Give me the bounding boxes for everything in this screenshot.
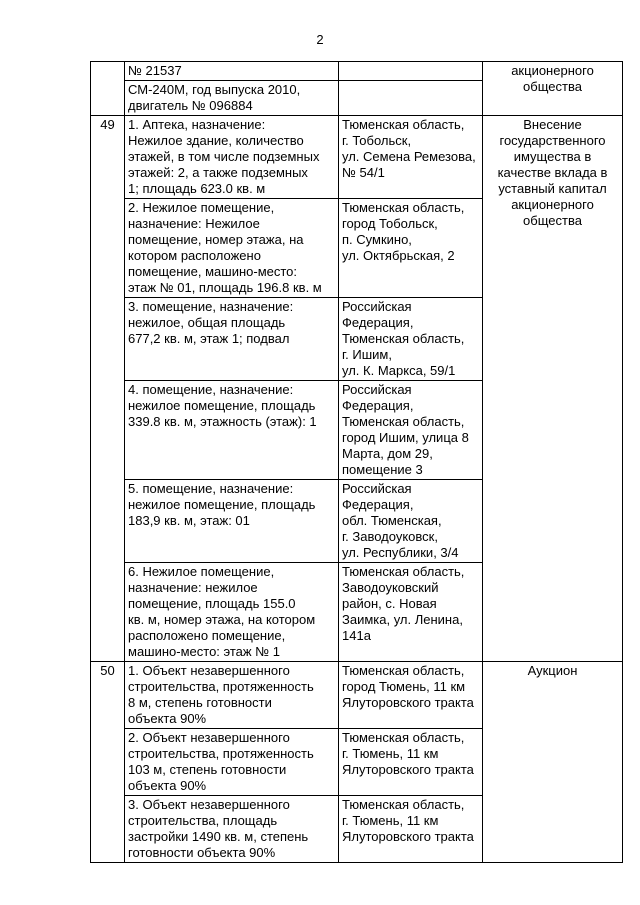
table-row xyxy=(91,662,623,729)
page-number: 2 xyxy=(316,32,324,47)
row-number: 50 xyxy=(91,662,125,863)
row-number: 49 xyxy=(91,116,125,662)
item-address: Российская Федерация, обл. Тюменская, г. Заводоуковск, ул. Республики, 3/4 xyxy=(339,480,483,563)
item-description: 2. Нежилое помещение, назначение: Нежилое помещение, номер этажа, на котором расположено помещение, машино-место: этаж № 01, площадь 196.8 кв. м xyxy=(125,199,339,298)
item-description: 1. Аптека, назначение: Нежилое здание, количество этажей, в том числе подземных этажей: 2, а также подземных 1; площадь 623.0 кв. м xyxy=(125,116,339,199)
item-description: 6. Нежилое помещение, назначение: нежилое помещение, площадь 155.0 кв. м, номер этажа, на котором расположено помещение, машино-место: этаж № 1 xyxy=(125,563,339,662)
property-table xyxy=(90,61,623,863)
row-number xyxy=(91,62,125,116)
transfer-method: Аукцион xyxy=(483,662,623,863)
item-address: Тюменская область, город Тобольск, п. Сумкино, ул. Октябрьская, 2 xyxy=(339,199,483,298)
item-address xyxy=(339,81,483,116)
item-address: Тюменская область, Заводоуковский район, с. Новая Заимка, ул. Ленина, 141а xyxy=(339,563,483,662)
item-description: СМ-240М, год выпуска 2010, двигатель № 096884 xyxy=(125,81,339,116)
item-description: 3. Объект незавершенного строительства, площадь застройки 1490 кв. м, степень готовности объекта 90% xyxy=(125,796,339,863)
table-row xyxy=(91,116,623,199)
transfer-method: Внесение государственного имущества в качестве вклада в уставный капитал акционерного общества xyxy=(483,116,623,662)
item-description: 3. помещение, назначение: нежилое, общая площадь 677,2 кв. м, этаж 1; подвал xyxy=(125,298,339,381)
transfer-method: акционерного общества xyxy=(483,62,623,116)
item-address: Российская Федерация, Тюменская область, г. Ишим, ул. К. Маркса, 59/1 xyxy=(339,298,483,381)
item-address: Тюменская область, г. Тюмень, 11 км Ялуторовского тракта xyxy=(339,729,483,796)
item-address: Российская Федерация, Тюменская область, город Ишим, улица 8 Марта, дом 29, помещение 3 xyxy=(339,381,483,480)
item-address: Тюменская область, г. Тюмень, 11 км Ялуторовского тракта xyxy=(339,796,483,863)
item-description: № 21537 xyxy=(125,62,339,81)
item-description: 5. помещение, назначение: нежилое помещение, площадь 183,9 кв. м, этаж: 01 xyxy=(125,480,339,563)
item-address: Тюменская область, город Тюмень, 11 км Ялуторовского тракта xyxy=(339,662,483,729)
item-description: 1. Объект незавершенного строительства, протяженность 8 м, степень готовности объекта 90% xyxy=(125,662,339,729)
item-address xyxy=(339,62,483,81)
item-address: Тюменская область, г. Тобольск, ул. Семена Ремезова, № 54/1 xyxy=(339,116,483,199)
item-description: 4. помещение, назначение: нежилое помещение, площадь 339.8 кв. м, этажность (этаж): 1 xyxy=(125,381,339,480)
table-row xyxy=(91,62,623,81)
item-description: 2. Объект незавершенного строительства, протяженность 103 м, степень готовности объекта 90% xyxy=(125,729,339,796)
